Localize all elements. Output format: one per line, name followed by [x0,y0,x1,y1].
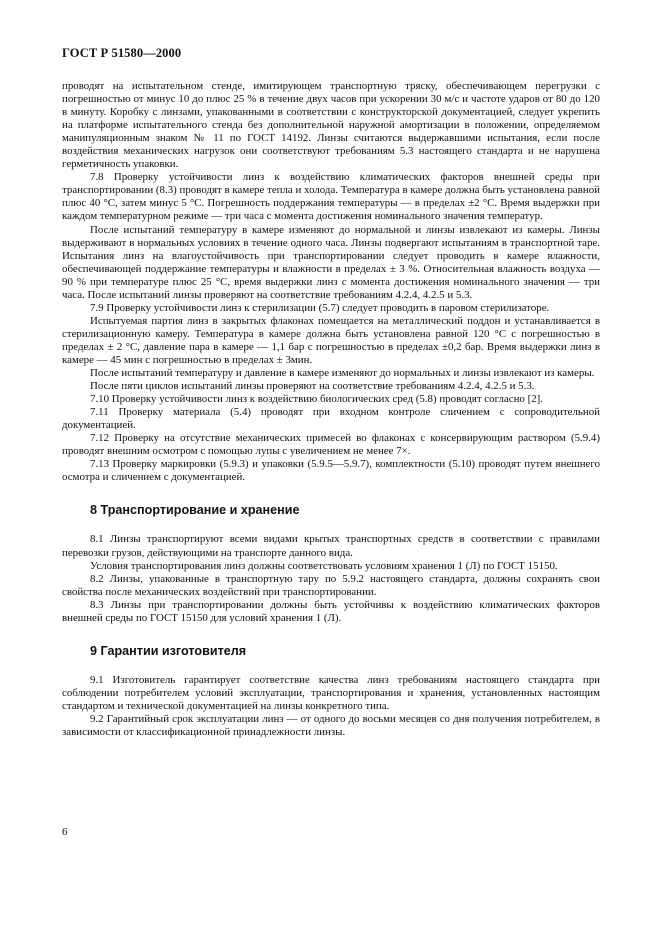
paragraph-7-12: 7.12 Проверку на отсутствие механических примесей во флаконах с консервирующим раствором (5.9.4) проводят внешним осмотром с помощью лупы с увеличением не менее 7×. [62,432,600,458]
paragraph-8-3: 8.3 Линзы при транспортировании должны быть устойчивы к воздействию климатических факторов внешней среды по ГОСТ 15150 для условий хранения 1 (Л). [62,598,600,624]
paragraph-7-9-procedure: Испытуемая партия линз в закрытых флаконах помещается на металлический поддон и устанавливается в стерилизационную камеру. Температура в камере должна быть установлена равной 120 °С с погрешностью в пределах ± 2 °С, давление пара в камере — 1,1 бар с погрешностью в пределах ±0,2 бар. Время выдержки линз в камере — 45 мин с погрешностью в пределах ± 3мин. [62,314,600,366]
paragraph-9-1: 9.1 Изготовитель гарантирует соответствие качества линз требованиям настоящего стандарта при соблюдении потребителем условий эксплуатации, транспортирования и хранения, установленных настоящим стандартом и технической документацией на линзы конкретного типа. [62,673,600,712]
section-9-heading: 9 Гарантии изготовителя [90,643,247,658]
paragraph-7-11: 7.11 Проверку материала (5.4) проводят при входном контроле сличением с сопроводительной документацией. [62,406,600,432]
paragraph-7-8-humidity: После испытаний температуру в камере изменяют до нормальной и линзы извлекают из камеры. Линзы выдерживают в нормальных условиях в течение одного часа. Линзы подвергают испытаниям в транспортной таре. Испытания линз на влагоустойчивость при транспортировании следует проводить в камере влажности, обеспечивающей поддержание температуры и влажности в пределах ± 3 %. Относительная влажность воздуха — 90 % при температуре плюс 25 °С, время выдержки линз с момента достижения номинального значения — три часа. После испытаний линзы проверяют на соответствие требованиям 4.2.4, 4.2.5 и 5.3. [62,223,600,301]
paragraph-7-9-after-test: После испытаний температуру и давление в камере изменяют до нормальных и линзы извлекают из камеры. [90,367,595,380]
paragraph-7-9-cycles: После пяти циклов испытаний линзы проверяют на соответствие требованиям 4.2.4, 4.2.5 и 5.3. [90,380,535,393]
paragraph-8-1: 8.1 Линзы транспортируют всеми видами крытых транспортных средств в соответствии с правилами перевозки грузов, действующими на транспорте данного вида. [62,533,600,559]
page-number: 6 [62,826,68,838]
paragraph-8-2: 8.2 Линзы, упакованные в транспортную тару по 5.9.2 настоящего стандарта, должны сохранять свои свойства после механических воздействий при транспортировании. [62,572,600,598]
paragraph-7-10: 7.10 Проверку устойчивости линз к воздействию биологических сред (5.8) проводят согласно [2]. [90,393,544,406]
paragraph-8-1-conditions: Условия транспортирования линз должны соответствовать условиям хранения 1 (Л) по ГОСТ 15150. [90,559,558,572]
document-body [62,80,600,739]
paragraph-9-2: 9.2 Гарантийный срок эксплуатации линз — от одного до восьми месяцев со дня получения потребителем, в зависимости от классификационной принадлежности линзы. [62,712,600,738]
paragraph-7-9: 7.9 Проверку устойчивости линз к стерилизации (5.7) следует проводить в паровом стерилизаторе. [90,301,550,314]
paragraph-7-8: 7.8 Проверку устойчивости линз к воздействию климатических факторов внешней среды при транспортировании (8.3) проводят в камере тепла и холода. Температура в камере должна быть установлена равной плюс 40 °С, затем минус 5 °С. Погрешность поддержания температуры — в пределах ±2 °С. Время выдержки при каждом температурном режиме — три часа с момента достижения номинального значения температур. [62,171,600,223]
standard-header: ГОСТ Р 51580—2000 [62,46,182,60]
section-8-heading: 8 Транспортирование и хранение [90,503,300,518]
paragraph-7-7-continuation: проводят на испытательном стенде, имитирующем транспортную тряску, обеспечивающем перегрузки с погрешностью от минус 10 до плюс 25 % в течение двух часов при ускорении 30 м/с и частоте ударов от 80 до 120 в минуту. Коробку с линзами, упакованными в соответствии с конструкторской документацией, следует укрепить на платформе испытательного стенда без дополнительной наружной амортизации в положении, определяемом манипуляционным знаком № 11 по ГОСТ 14192. Линзы считаются выдержавшими испытания, если после воздействия механических нагрузок они соответствуют требованиям 5.3 настоящего стандарта и не нарушена герметичность упаковки. [62,80,600,171]
paragraph-7-13: 7.13 Проверку маркировки (5.9.3) и упаковки (5.9.5—5.9.7), комплектности (5.10) проводят путем внешнего осмотра и сличением с документацией. [62,458,600,484]
